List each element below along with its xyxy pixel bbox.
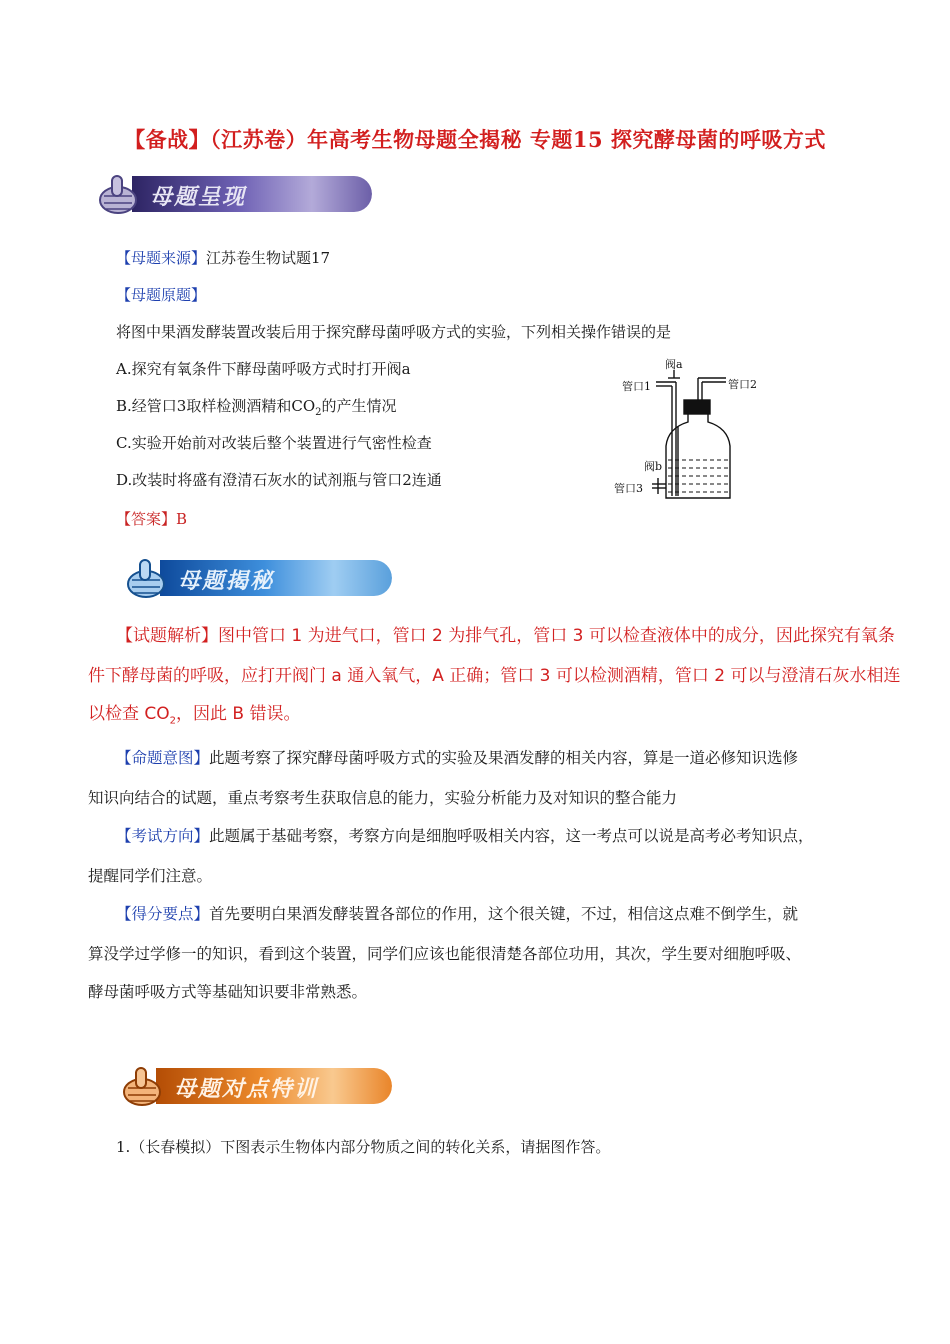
section-banner-practice	[116, 1064, 392, 1108]
intent-line-2: 知识向结合的试题，重点考察考生获取信息的能力，实验分析能力及对知识的整合能力	[88, 789, 678, 807]
intent-line-1: 【命题意图】此题考察了探究酵母菌呼吸方式的实验及果酒发酵的相关内容，算是一道必修知识选修	[116, 749, 799, 767]
source-text: 江苏卷生物试题17	[206, 249, 331, 267]
thumbs-up-icon	[116, 1064, 172, 1108]
source-tag: 【母题来源】	[116, 249, 207, 267]
pipe1-label: 管口1	[622, 380, 651, 393]
section-banner-present	[92, 172, 372, 216]
valve-a-label: 阀a	[665, 358, 683, 371]
document-title: 【备战】（江苏卷）年高考生物母题全揭秘 专题15 探究酵母菌的呼吸方式	[124, 127, 826, 152]
original-tag: 【母题原题】	[116, 286, 207, 304]
answer-value: B	[176, 510, 188, 528]
analysis-tag: 【试题解析】	[116, 626, 218, 646]
analysis-line-3: 以检查 $CO_2$，因此 B 错误。	[88, 704, 301, 727]
answer-line	[116, 508, 187, 530]
points-tag: 【得分要点】	[116, 905, 210, 923]
direction-line-1: 【考试方向】此题属于基础考察，考察方向是细胞呼吸相关内容，这一考点可以说是高考必考知识点，	[116, 827, 814, 845]
option-c: C.实验开始前对改装后整个装置进行气密性检查	[116, 434, 432, 452]
analysis-line-2: 件下酵母菌的呼吸，应打开阀门 a 通入氧气，A 正确；管口 3 可以检测酒精，管口 2 可以与澄清石灰水相连	[88, 666, 901, 686]
points-line-2: 算没学过学修一的知识，看到这个装置，同学们应该也能很清楚各部位功用，其次，学生要对细胞呼吸、	[88, 945, 802, 963]
option-d: D.改装时将盛有澄清石灰水的试剂瓶与管口2连通	[116, 471, 442, 489]
thumbs-up-icon	[120, 556, 176, 600]
banner-label: 母题揭秘	[178, 569, 275, 594]
practice-question-1: 1.（长春模拟）下图表示生物体内部分物质之间的转化关系，请据图作答。	[116, 1138, 611, 1156]
question-stem: 将图中果酒发酵装置改装后用于探究酵母菌呼吸方式的实验，下列相关操作错误的是	[116, 323, 672, 341]
points-line-1: 【得分要点】首先要明白果酒发酵装置各部位的作用，这个很关键，不过，相信这点难不倒学生，就	[116, 905, 799, 923]
pipe3-label: 管口3	[614, 482, 643, 495]
fermentation-apparatus-figure	[610, 356, 780, 504]
source-line	[116, 247, 330, 269]
direction-line-2: 提醒同学们注意。	[88, 867, 213, 885]
analysis-line-1: 【试题解析】图中管口 1 为进气口，管口 2 为排气孔，管口 3 可以检查液体中的成分，因此探究有氧条	[116, 626, 895, 646]
banner-label: 母题对点特训	[174, 1077, 319, 1102]
answer-tag: 【答案】	[116, 510, 177, 528]
pipe2-label: 管口2	[728, 378, 757, 391]
thumbs-up-icon	[92, 172, 148, 216]
banner-label: 母题呈现	[150, 185, 247, 210]
valve-b-label: 阀b	[644, 460, 663, 473]
section-banner-reveal	[120, 556, 392, 600]
intent-tag: 【命题意图】	[116, 749, 210, 767]
points-line-3: 酵母菌呼吸方式等基础知识要非常熟悉。	[88, 983, 368, 1001]
option-b: B.经管口3取样检测酒精和$CO_2$的产生情况	[116, 397, 397, 418]
direction-tag: 【考试方向】	[116, 827, 210, 845]
option-a: A.探究有氧条件下酵母菌呼吸方式时打开阀a	[116, 360, 411, 378]
